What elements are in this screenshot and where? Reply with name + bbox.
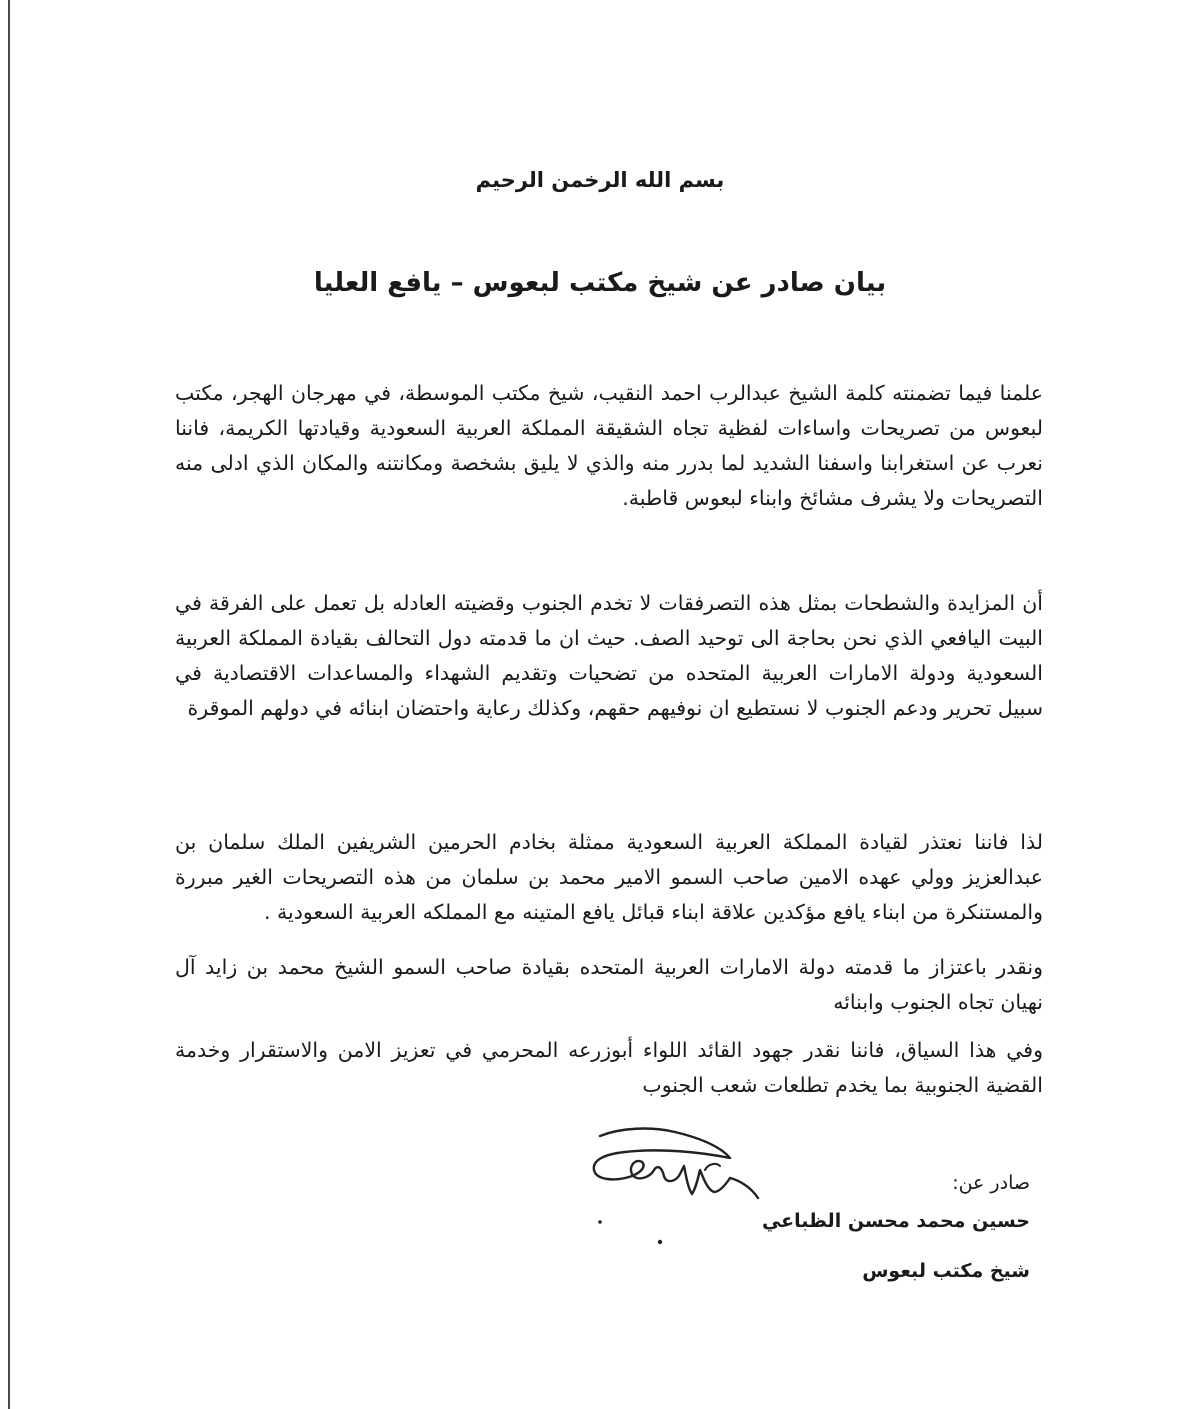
paragraph-5: وفي هذا السياق، فاننا نقدر جهود القائد اللواء أبوزرعه المحرمي في تعزيز الامن والاستقرار وخدمة القضية الجنوبية بما يخدم تطلعات شعب الجنوب (175, 1038, 1043, 1097)
page-edge-line (8, 0, 10, 1409)
paragraph-1: علمنا فيما تضمنته كلمة الشيخ عبدالرب احمد النقيب، شيخ مكتب الموسطة، في مهرجان الهجر، مكتب لبعوس من تصريحات واساءات لفظية تجاه الشقيقة المملكة العربية السعودية وقيادتها الكريمة، فاننا نعرب عن استغرابنا واسفنا الشديد لما بدرر منه والذي لا يليق بشخصة ومكانتنه والمكان الذي ادلى منه التصريحات ولا يشرف مشائخ وابناء لبعوس قاطبة. (175, 381, 1043, 510)
signer-title: شيخ مكتب لبعوس (862, 1260, 1030, 1282)
paragraph-4: ونقدر باعتزاز ما قدمته دولة الامارات العربية المتحده بقيادة صاحب السمو الشيخ محمد بن زايد آل نهيان تجاه الجنوب وابنائه (175, 955, 1043, 1014)
issued-by-label: صادر عن: (952, 1172, 1030, 1194)
paragraph-2: أن المزايدة والشطحات بمثل هذه التصرفقات لا تخدم الجنوب وقضيته العادله بل تعمل على الفرقة في البيت اليافعي الذي نحن بحاجة الى توحيد الصف. حيث ان ما قدمته دول التحالف بقيادة المملكة العربية السعودية ودولة الامارات العربية المتحده من تضحيات وتقديم الشهداء والمساعدات الاقتصادية في سبيل تحرير ودعم الجنوب لا نستطيع ان نوفيهم حقهم، وكذلك رعاية واحتضان ابنائه في دولهم الموقرة (175, 591, 1043, 720)
paragraph-3: لذا فاننا نعتذر لقيادة المملكة العربية السعودية ممثلة بخادم الحرمين الشريفين الملك سلمان بن عبدالعزيز وولي عهده الامين صاحب السمو الامير محمد بن سلمان من هذه التصريحات الغير مبررة والمستنكرة من ابناء يافع مؤكدين علاقة ابناء قبائل يافع المتينه مع المملكه العربية السعودية . (175, 830, 1043, 924)
basmala-heading: بسم الله الرخمن الرحيم (475, 168, 725, 192)
signer-name: حسين محمد محسن الظباعي (761, 1210, 1030, 1232)
statement-title: بيان صادر عن شيخ مكتب لبعوس – يافع العليا (313, 268, 887, 298)
